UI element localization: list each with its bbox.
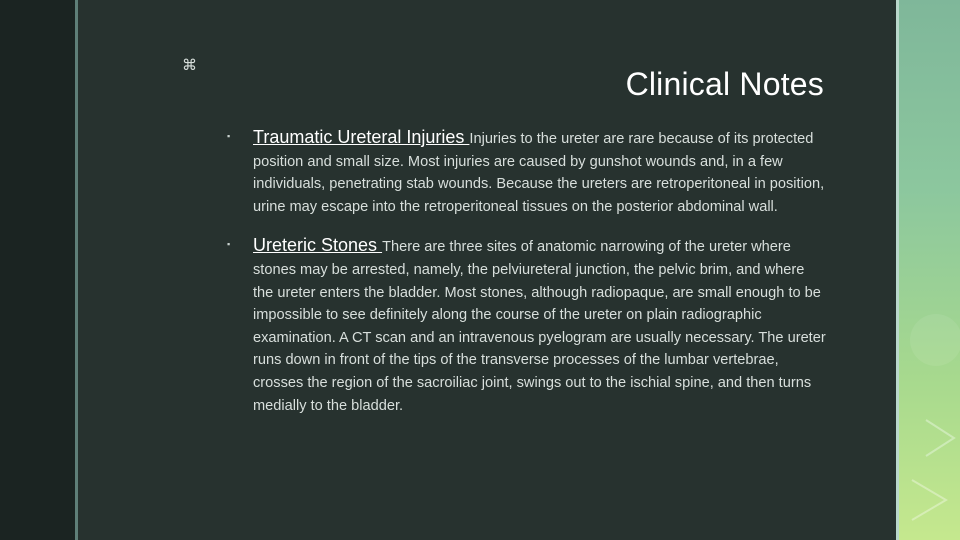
right-accent-band <box>896 0 960 540</box>
bullet-item-ureteral-injuries <box>227 126 827 218</box>
square-bullet-icon: ▪ <box>227 131 231 141</box>
decorative-chevrons <box>896 0 960 540</box>
slide-title: Clinical Notes <box>625 66 824 102</box>
bullet-text: There are three sites of anatomic narrowing of the ureter where stones may be arrested, namely, the pelviureteral junction, the pelvic brim, and where the ureter enters the bladder. Most stones, although radiopaque, are small enough to be impossible to see definitely along the course of the ureter on plain radiographic examination. A CT scan and an intravenous pyelogram are usually necessary. The ureter runs down in front of the tips of the transverse processes of the lumbar vertebrae, crosses the region of the sacroiliac joint, swings out to the ischial spine, and then turns medially to the bladder. <box>253 239 826 414</box>
command-key-icon: ⌘ <box>182 56 197 74</box>
bullet-heading: Ureteric Stones <box>253 235 383 256</box>
bullet-heading: Traumatic Ureteral Injuries <box>253 127 470 147</box>
bullet-item-ureteric-stones <box>227 234 827 417</box>
left-margin-strip <box>0 0 76 540</box>
bullet-text: Injuries to the ureter are rare because of its protected position and small size. Most injuries are caused by gunshot wounds and, in a few individuals, penetrating stab wounds. Because the ureters are retroperitoneal in position, urine may escape into the retroperitoneal tissues on the posterior abdominal wall. <box>253 131 825 215</box>
slide-content <box>227 126 827 433</box>
square-bullet-icon: ▪ <box>227 239 231 250</box>
